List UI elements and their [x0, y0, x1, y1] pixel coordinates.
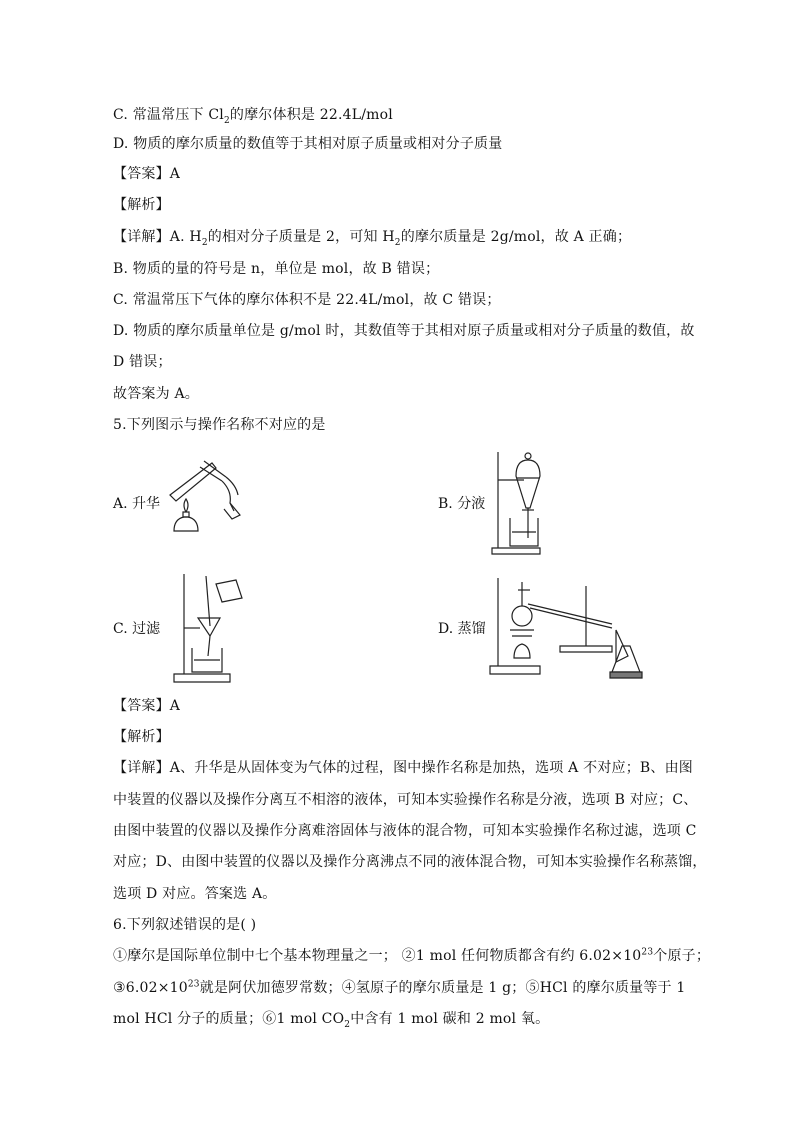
q5-explanation-line-2: 中装置的仪器以及操作分离互不相溶的液体，可知本实验操作名称是分液，选项 B 对应；C、	[113, 792, 698, 808]
distilling-flask	[512, 606, 532, 626]
pouring-beaker	[216, 580, 242, 602]
funnel-stem	[208, 636, 210, 656]
stand-base	[492, 548, 540, 554]
q4-option-d: D. 物质的摩尔质量的数值等于其相对原子质量或相对分子质量	[113, 136, 503, 152]
alcohol-lamp	[174, 517, 198, 531]
q4-analysis-heading: 【解析】	[113, 197, 170, 213]
q4-detail-line-5: D 错误；	[113, 354, 172, 370]
q5-explanation-line-1: 【详解】A、升华是从固体变为气体的过程，图中操作名称是加热，选项 A 不对应；B、由图	[113, 760, 694, 776]
q4-option-c-text-2: 的摩尔体积是 22.4L/mol	[229, 107, 393, 123]
q4-detail-line-1	[113, 228, 631, 246]
figure-a-heating-apparatus	[160, 455, 250, 545]
q5-explanation-line-3: 由图中装置的仪器以及操作分离难溶固体与液体的混合物，可知本实验操作名称过滤，选项 C	[113, 823, 697, 839]
q6-s2-superscript: 23	[187, 979, 200, 990]
q6-s3-subscript: 2	[344, 1019, 351, 1030]
q4-answer: 【答案】A	[113, 166, 181, 182]
figure-d-distillation	[488, 572, 648, 680]
q4-option-c-subscript: 2	[223, 115, 230, 126]
condenser-tube-2	[530, 608, 612, 628]
q4-detail-subscript-2: 2	[394, 237, 401, 248]
q6-s1-text-b: 个原子；	[653, 948, 711, 964]
q6-s3-text-b: 中含有 1 mol 碳和 2 mol 氧。	[350, 1011, 550, 1027]
q6-statements-line-1	[113, 947, 710, 965]
wire-gauze	[510, 630, 534, 636]
q6-s1-superscript: 23	[641, 947, 654, 958]
q5-explanation-line-5: 选项 D 对应。答案选 A。	[113, 886, 277, 902]
hand	[222, 477, 238, 511]
q5-explanation-line-4: 对应；D、由图中装置的仪器以及操作分离沸点不同的液体混合物，可知本实验操作名称蒸馏，	[113, 854, 707, 870]
condenser-tube	[528, 604, 612, 624]
figure-c-filtration	[170, 568, 260, 688]
q6-s2-text-b: 就是阿伏加德罗常数；④氢原子的摩尔质量是 1 g；⑤HCl 的摩尔质量等于 1	[199, 980, 686, 996]
q5-answer: 【答案】A	[113, 698, 181, 714]
q4-detail-text-b: 的相对分子质量是 2，可知 H	[207, 229, 395, 245]
q6-s2-text-a: ③6.02×10	[113, 980, 188, 996]
q4-detail-subscript-1: 2	[201, 237, 208, 248]
q5-option-d-label: D. 蒸馏	[438, 621, 486, 637]
q5-stem: 5.下列图示与操作名称不对应的是	[113, 417, 326, 433]
stopper	[525, 453, 531, 459]
hand-fingers	[224, 503, 240, 519]
alcohol-lamp	[514, 644, 530, 658]
stand-base	[174, 674, 230, 682]
q4-detail-line-2: B. 物质的量的符号是 n，单位是 mol，故 B 错误；	[113, 261, 440, 277]
q4-detail-line-4: D. 物质的摩尔质量单位是 g/mol 时，其数值等于其相对原子质量或相对分子质量的数值，故	[113, 323, 695, 339]
lamp-wick-holder	[183, 512, 189, 517]
q6-statements-line-3	[113, 1010, 549, 1028]
q6-statements-line-2	[113, 979, 686, 997]
q5-option-b-label: B. 分液	[438, 496, 486, 512]
q4-conclusion: 故答案为 A。	[113, 386, 199, 402]
q4-detail-line-3: C. 常温常压下气体的摩尔体积不是 22.4L/mol，故 C 错误；	[113, 292, 501, 308]
condenser-stand-base	[560, 646, 612, 652]
q4-detail-text-c: 的摩尔质量是 2g/mol，故 A 正确；	[400, 229, 632, 245]
q6-stem: 6.下列叙述错误的是( )	[113, 917, 257, 933]
figure-b-separatory-funnel	[490, 448, 560, 558]
q5-option-a-label: A. 升华	[113, 496, 161, 512]
receiving-flask-base	[610, 672, 642, 678]
flame	[184, 499, 188, 512]
q6-s1-text-a: ①摩尔是国际单位制中七个基本物理量之一； ②1 mol 任何物质都含有约 6.02×10	[113, 948, 642, 964]
q4-option-c-text: C. 常温常压下 Cl	[113, 107, 224, 123]
q4-detail-text-a: 【详解】A. H	[113, 229, 202, 245]
q5-option-c-label: C. 过滤	[113, 621, 161, 637]
q5-analysis-heading: 【解析】	[113, 729, 170, 745]
q4-option-c	[113, 106, 393, 124]
funnel-body	[516, 460, 540, 508]
q6-s3-text-a: mol HCl 分子的质量；⑥1 mol CO	[113, 1011, 345, 1027]
test-tube	[170, 463, 216, 501]
stand-base	[490, 666, 540, 674]
